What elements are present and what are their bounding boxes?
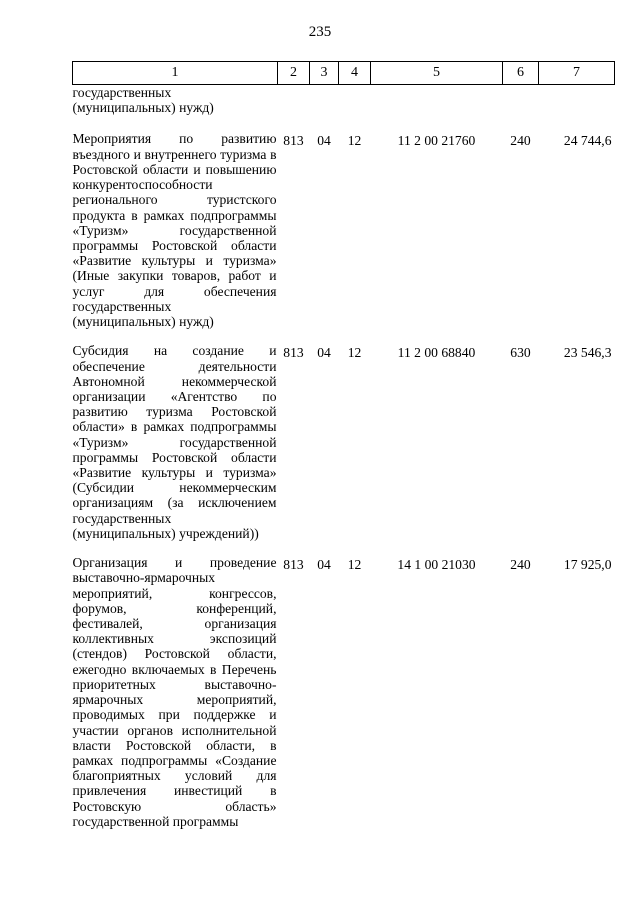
table-header-row [73, 62, 615, 85]
table-row-continuation [73, 85, 615, 132]
row-expense-type: 240 [510, 133, 531, 149]
table-row [73, 555, 615, 843]
budget-table [72, 61, 615, 843]
row-amount: 24 744,6 [563, 133, 612, 149]
row-ministry-code: 813 [283, 557, 304, 573]
row-ministry-code: 813 [283, 133, 304, 149]
row-section-code: 04 [317, 345, 331, 361]
row-amount: 17 925,0 [563, 557, 612, 573]
row-description: Субсидия на создание и обеспечение деятельности Автономной некоммерческой организации «Агентство по развитию туризма Ростовской области» в рамках подпрограммы «Туризм» государственной программы Ростовской области «Развитие культуры и туризма» (Субсидии некоммерческим организациям (за исключением государственных (муниципальных) учреждений)) [72, 343, 277, 541]
column-header-1: 1 [73, 62, 278, 85]
column-header-6: 6 [503, 62, 539, 85]
table-row [73, 131, 615, 343]
page-number: 235 [308, 24, 332, 40]
row-section-code: 04 [317, 133, 331, 149]
row-description: Организация и проведение выставочно-ярмарочных мероприятий, конгрессов, форумов, конференций, фестивалей, организация коллективных экспозиций (стендов) Ростовской области, ежегодно включаемых в Перечень приоритетных выставочно-ярмарочных мероприятий, проводимых при поддержке и участии органов исполнительной власти Ростовской области, в рамках подпрограммы «Создание благоприятных условий для привлечения инвестиций в Ростовскую область» государственной программы [72, 555, 277, 829]
row-ministry-code: 813 [283, 345, 304, 361]
row-subsection-code: 12 [347, 557, 362, 573]
row-subsection-code: 12 [347, 345, 362, 361]
column-header-2: 2 [278, 62, 310, 85]
column-header-7: 7 [539, 62, 615, 85]
row-target-article: 14 1 00 21030 [397, 557, 476, 573]
row-description: Мероприятия по развитию въездного и внутреннего туризма в Ростовской области и повышению конкурентоспособности регионального туристского продукта в рамках подпрограммы «Туризм» государственной программы Ростовской области «Развитие культуры и туризма» (Иные закупки товаров, работ и услуг для обеспечения государственных (муниципальных) нужд) [72, 131, 277, 330]
row-description: государственных (муниципальных) нужд) [72, 85, 214, 116]
row-expense-type: 240 [510, 557, 531, 573]
table-row [73, 343, 615, 555]
column-header-3: 3 [310, 62, 339, 85]
column-header-5: 5 [371, 62, 503, 85]
column-header-4: 4 [339, 62, 371, 85]
row-amount: 23 546,3 [563, 345, 612, 361]
row-section-code: 04 [317, 557, 331, 573]
row-expense-type: 630 [510, 345, 531, 361]
row-target-article: 11 2 00 68840 [397, 345, 476, 361]
row-target-article: 11 2 00 21760 [397, 133, 476, 149]
row-subsection-code: 12 [347, 133, 362, 149]
